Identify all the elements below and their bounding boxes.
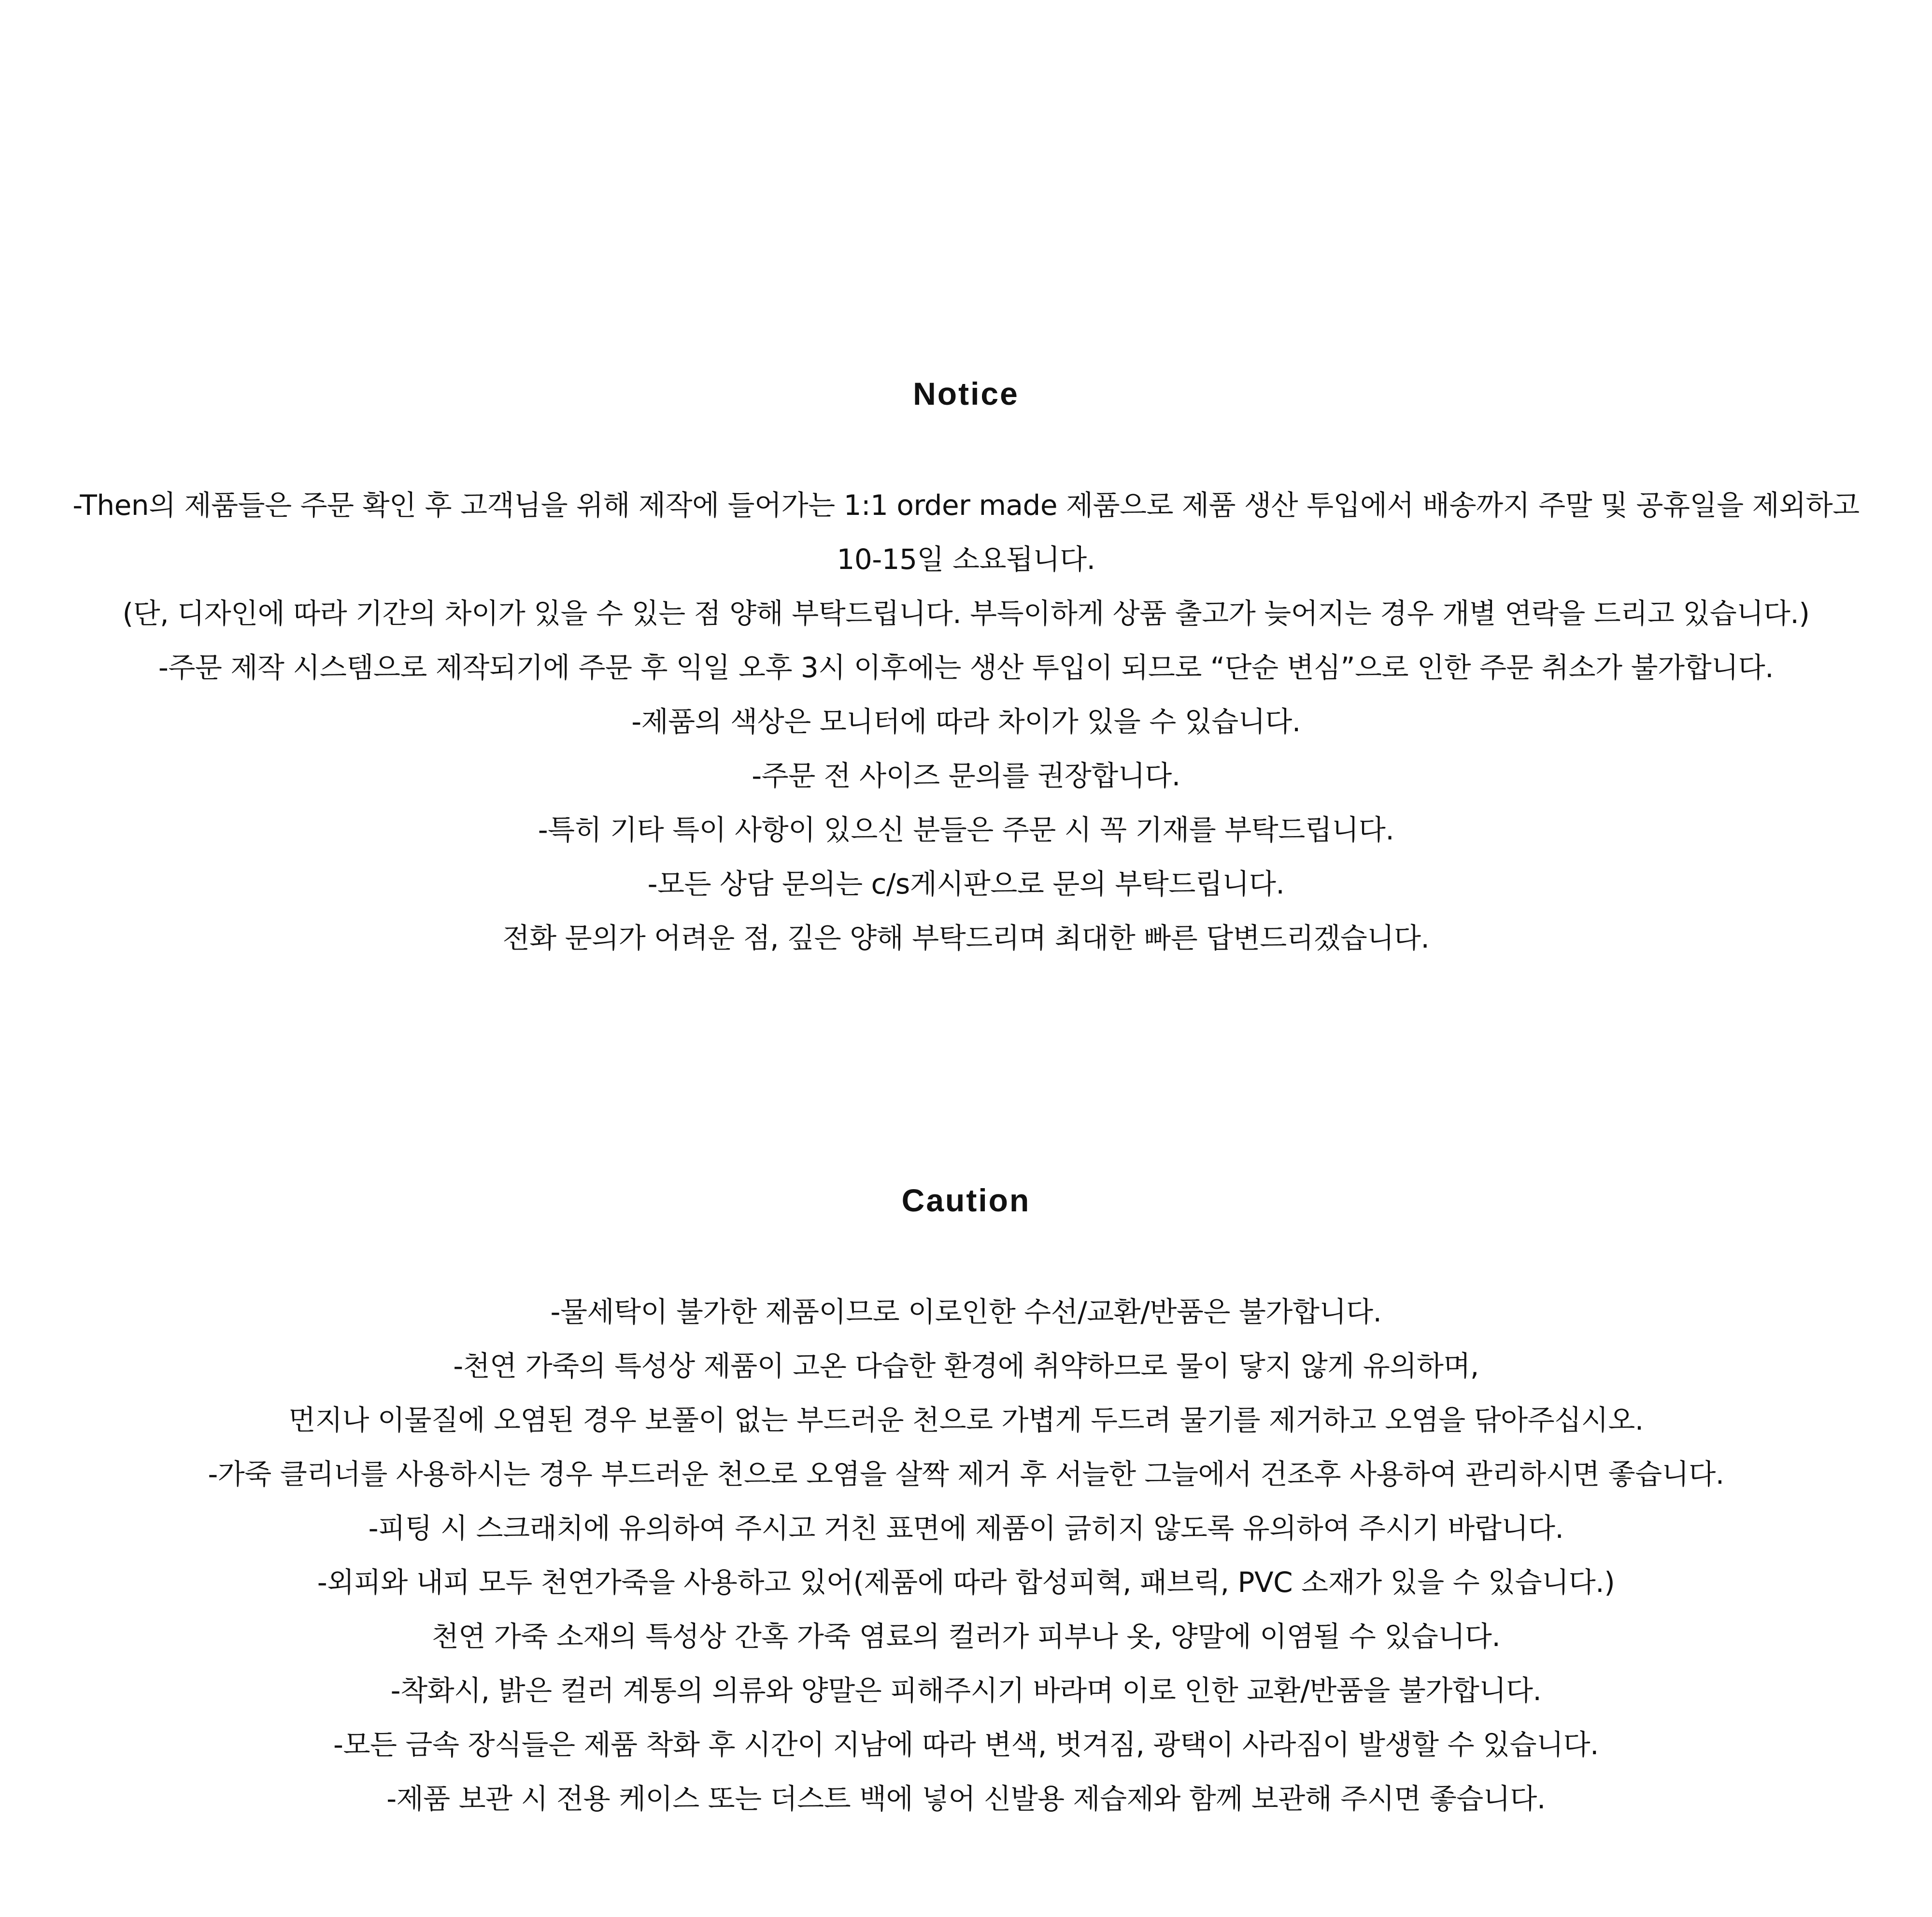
caution-line: -제품 보관 시 전용 케이스 또는 더스트 백에 넣어 신발용 제습제와 함께 보관해 주시면 좋습니다. [386, 1782, 1546, 1815]
notice-line: 10-15일 소요됩니다. [837, 543, 1095, 576]
caution-section [0, 1179, 1932, 1826]
caution-line: 먼지나 이물질에 오염된 경우 보풀이 없는 부드러운 천으로 가볍게 두드려 물기를 제거하고 오염을 닦아주십시오. [288, 1404, 1644, 1436]
caution-text-block [0, 1285, 1932, 1826]
notice-section [0, 372, 1932, 965]
notice-line: (단, 디자인에 따라 기간의 차이가 있을 수 있는 점 양해 부탁드립니다. 부득이하게 상품 출고가 늦어지는 경우 개별 연락을 드리고 있습니다.) [122, 597, 1810, 630]
notice-line: -주문 전 사이즈 문의를 권장합니다. [752, 759, 1180, 792]
caution-line: -외피와 내피 모두 천연가죽을 사용하고 있어(제품에 따라 합성피혁, 패브릭, PVC 소재가 있을 수 있습니다.) [317, 1566, 1615, 1599]
caution-line: -모든 금속 장식들은 제품 착화 후 시간이 지남에 따라 변색, 벗겨짐, 광택이 사라짐이 발생할 수 있습니다. [333, 1728, 1599, 1761]
notice-text-block [0, 478, 1932, 965]
notice-line: 전화 문의가 어려운 점, 깊은 양해 부탁드리며 최대한 빠른 답변드리겠습니다. [502, 922, 1430, 954]
caution-heading: Caution [901, 1182, 1031, 1218]
caution-line: -가죽 클리너를 사용하시는 경우 부드러운 천으로 오염을 살짝 제거 후 서늘한 그늘에서 건조후 사용하여 관리하시면 좋습니다. [208, 1458, 1724, 1491]
caution-line: -천연 가죽의 특성상 제품이 고온 다습한 환경에 취약하므로 물이 닿지 않게 유의하며, [453, 1349, 1479, 1382]
notice-heading: Notice [913, 376, 1019, 412]
notice-line: -제품의 색상은 모니터에 따라 차이가 있을 수 있습니다. [631, 705, 1301, 738]
caution-line: 천연 가죽 소재의 특성상 간혹 가죽 염료의 컬러가 피부나 옷, 양말에 이염될 수 있습니다. [431, 1620, 1501, 1653]
caution-line: -피팅 시 스크래치에 유의하여 주시고 거친 표면에 제품이 긁히지 않도록 유의하여 주시기 바랍니다. [368, 1512, 1564, 1545]
notice-line: -모든 상담 문의는 c/s게시판으로 문의 부탁드립니다. [647, 867, 1285, 900]
notice-line: -특히 기타 특이 사항이 있으신 분들은 주문 시 꼭 기재를 부탁드립니다. [538, 813, 1394, 846]
notice-line: -주문 제작 시스템으로 제작되기에 주문 후 익일 오후 3시 이후에는 생산 투입이 되므로 “단순 변심”으로 인한 주문 취소가 불가합니다. [158, 651, 1774, 684]
notice-line: -Then의 제품들은 주문 확인 후 고객님을 위해 제작에 들어가는 1:1 order made 제품으로 제품 생산 투입에서 배송까지 주말 및 공휴일을 제외하고 [72, 489, 1860, 522]
caution-line: -물세탁이 불가한 제품이므로 이로인한 수선/교환/반품은 불가합니다. [550, 1295, 1382, 1328]
caution-line: -착화시, 밝은 컬러 계통의 의류와 양말은 피해주시기 바라며 이로 인한 교환/반품을 불가합니다. [390, 1674, 1542, 1707]
